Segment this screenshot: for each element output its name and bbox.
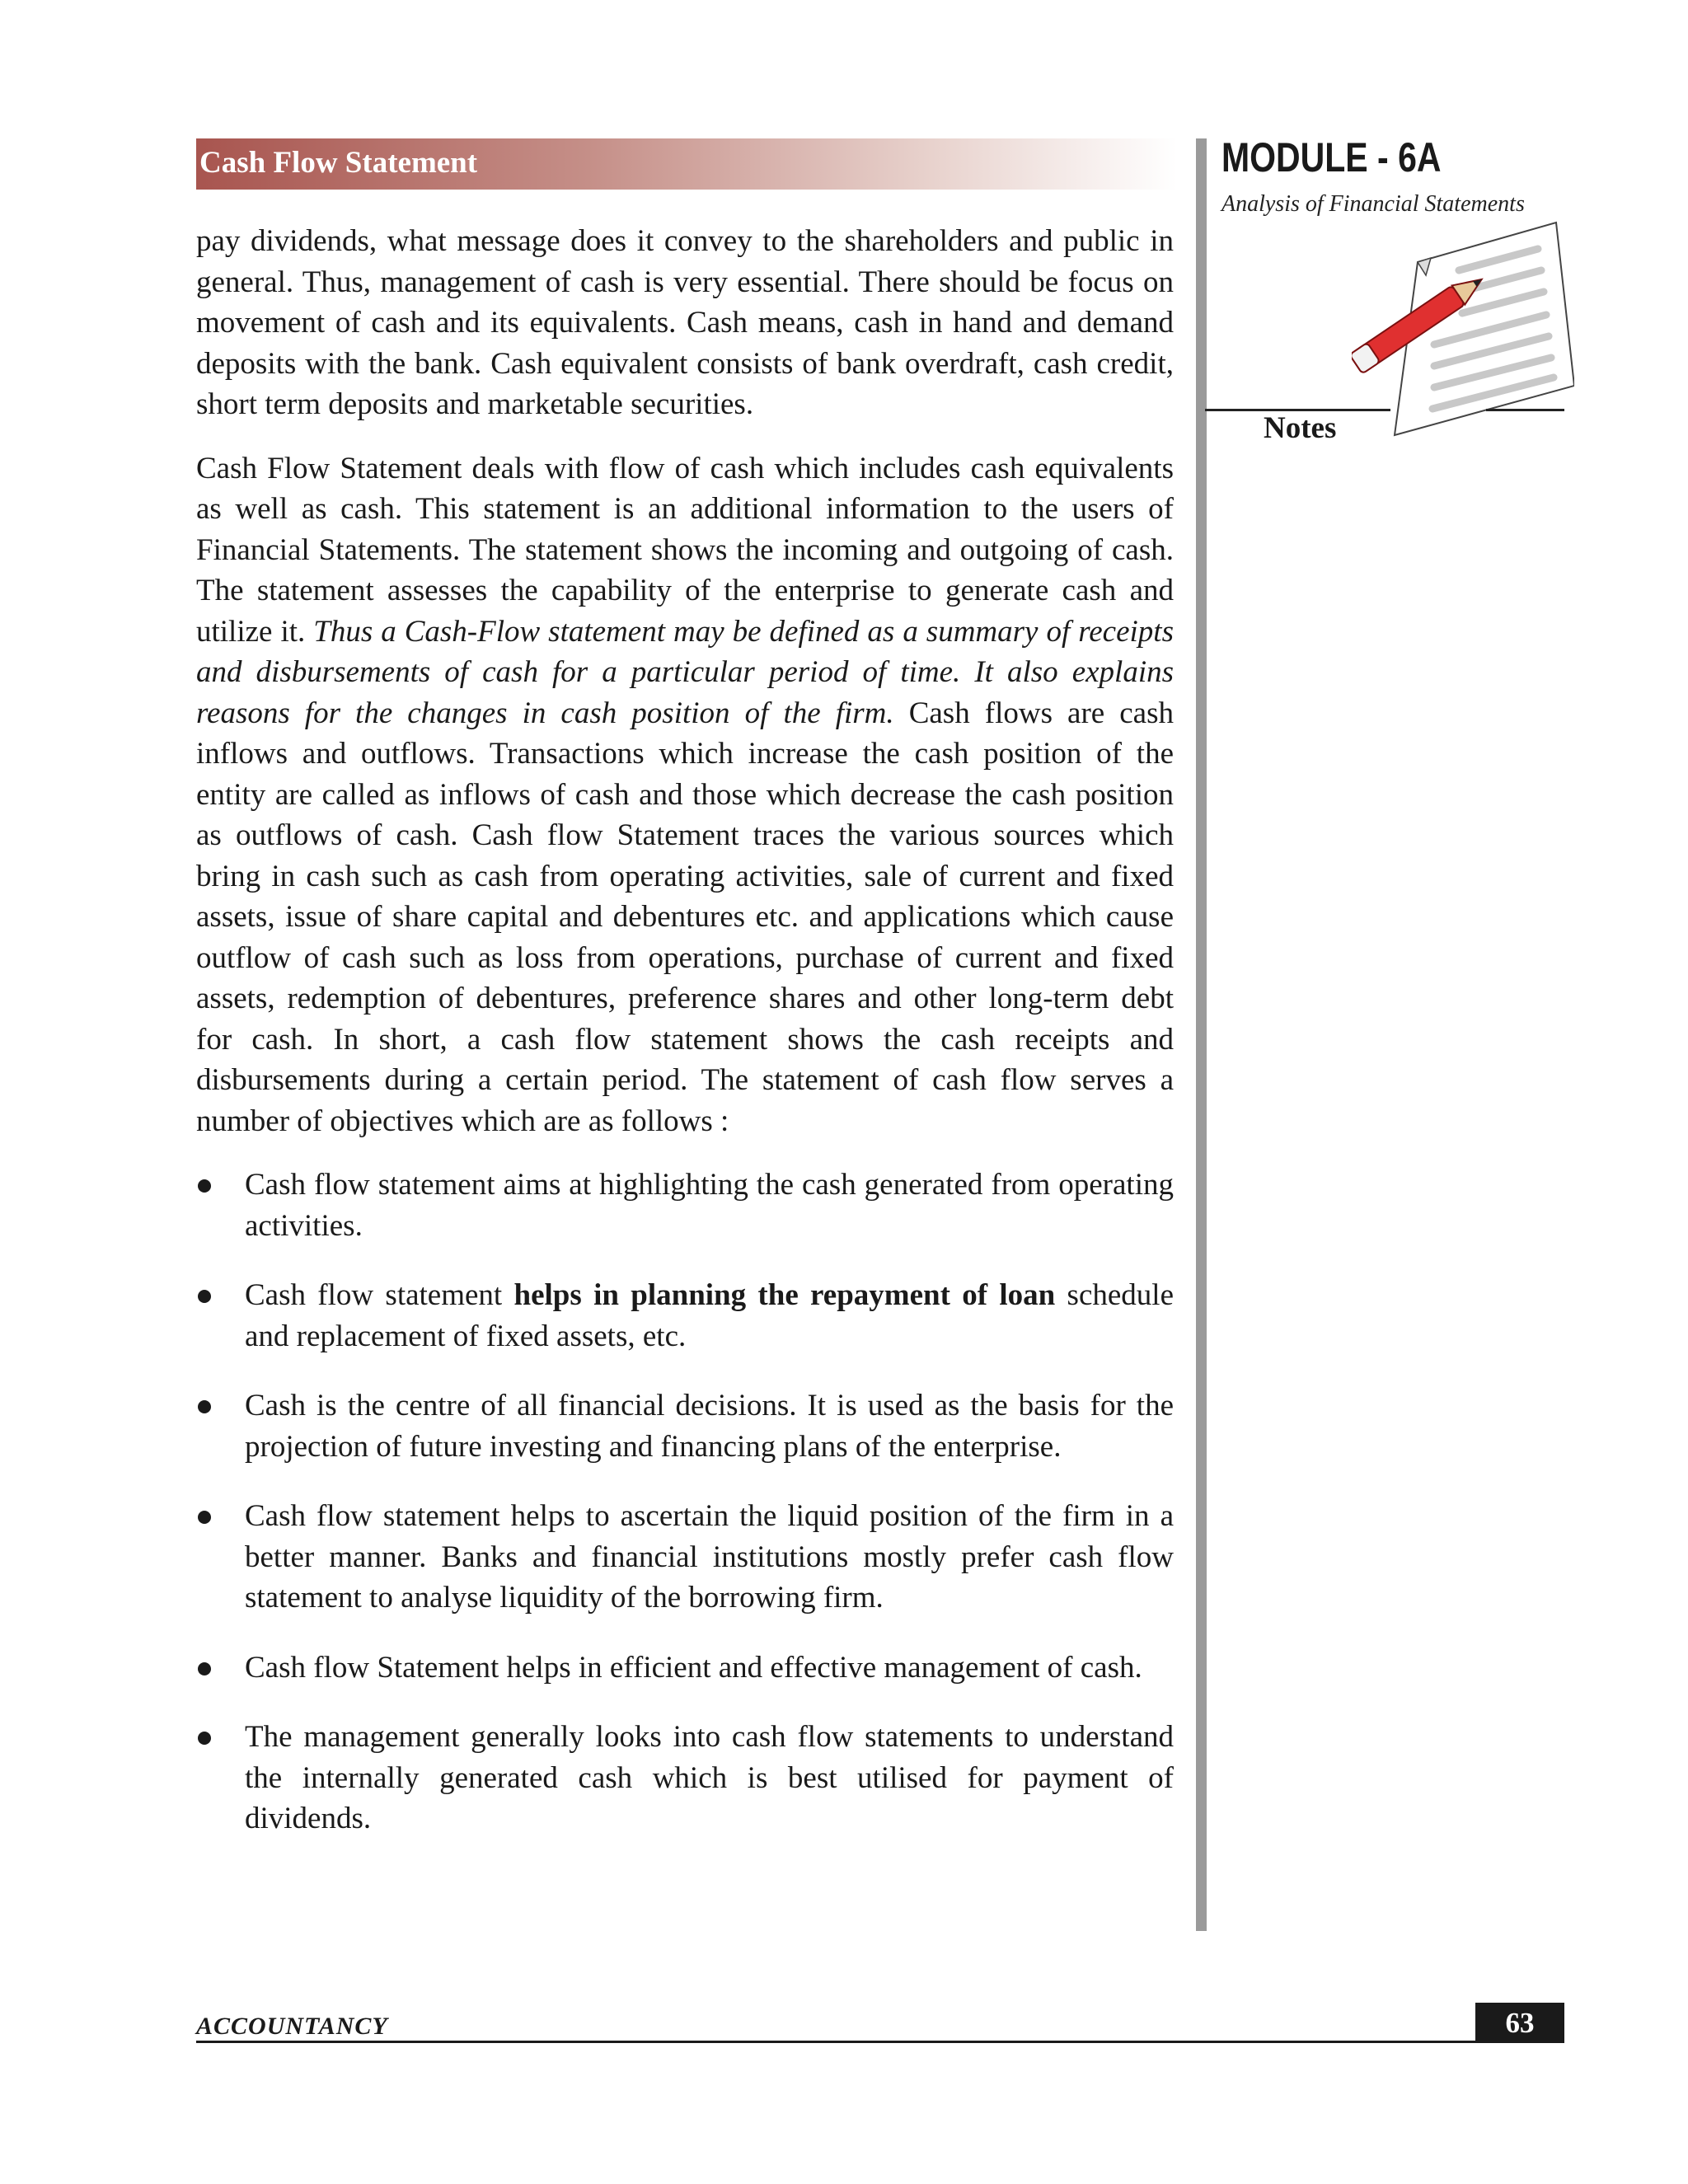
list-item-text: Cash flow statement aims at highlighting the cash generated from operating activities. xyxy=(245,1168,1174,1243)
module-title: MODULE - 6A xyxy=(1221,134,1442,180)
section-title: Cash Flow Statement xyxy=(199,146,478,180)
footer-subject: ACCOUNTANCY xyxy=(196,2013,388,2040)
module-subtitle: Analysis of Financial Statements xyxy=(1221,191,1525,217)
list-item xyxy=(196,1717,1174,1840)
bullet-icon xyxy=(198,1400,211,1413)
bullet-icon xyxy=(198,1662,211,1675)
list-item xyxy=(196,1385,1174,1467)
list-item-text: Cash is the centre of all financial decisions. It is used as the basis for the projection of future investing and financing plans of the enterprise. xyxy=(245,1389,1174,1464)
bullet-icon xyxy=(198,1290,211,1303)
page-number: 63 xyxy=(1475,2003,1564,2043)
paragraph-definition xyxy=(196,448,1174,1142)
list-item xyxy=(196,1647,1174,1689)
list-item-text: The management generally looks into cash flow statements to understand the internally generated cash which is best utilised for payment of dividends. xyxy=(245,1720,1174,1835)
paragraph-intro: pay dividends, what message does it convey to the shareholders and public in general. Thus, management of cash is very essential. There should be focus on movement of cash and its equivalents. Cash means, cash in hand and demand deposits with the bank. Cash equivalent consists of bank overdraft, cash credit, short term deposits and marketable securities. xyxy=(196,224,1174,421)
section-header-band xyxy=(196,138,1177,190)
notes-label: Notes xyxy=(1264,411,1337,445)
definition-italic: Thus a Cash-Flow statement may be defined as a summary of receipts and disbursements of cash for a particular period of time. It also explains reasons for the changes in cash position of the firm. xyxy=(196,614,1174,730)
paragraph-definition-start: Cash Flow Statement deals with flow of cash which includes cash equivalents as well as cash. This statement is an additional information to the users of Financial Statements. The statement shows the incoming and outgoing of cash. The statement assesses the capability of the enterprise to generate cash and utilize it. xyxy=(196,451,1174,649)
bullet-icon xyxy=(198,1511,211,1524)
bullet-icon xyxy=(198,1732,211,1745)
list-item-bold: helps in planning the repayment of loan xyxy=(513,1278,1056,1312)
list-item-text: Cash flow Statement helps in efficient and effective management of cash. xyxy=(245,1650,1142,1685)
footer-rule xyxy=(196,2041,1564,2043)
list-item xyxy=(196,1275,1174,1357)
list-item-text: Cash flow statement helps to ascertain the liquid position of the firm in a better manner. Banks and financial institutions mostly prefer cash flow statement to analyse liquidity of the borrowing firm. xyxy=(245,1499,1174,1615)
margin-divider xyxy=(1196,138,1207,1931)
list-item xyxy=(196,1496,1174,1619)
list-item-text-end: schedule and replacement of fixed assets, etc. xyxy=(245,1278,1175,1353)
bullet-icon xyxy=(198,1179,211,1193)
main-content xyxy=(196,221,1174,1868)
notes-rule-right xyxy=(1486,409,1564,411)
paragraph-definition-end: Cash flows are cash inflows and outflows. Transactions which increase the cash position of the entity are called as inflows of cash and those which decrease the cash position as outflows of cash. Cash flow Statement traces the various sources which bring in cash such as cash from operating activities, sale of current and fixed assets, issue of share capital and debentures etc. and applications which cause outflow of cash such as loss from operations, purchase of current and fixed assets, redemption of debentures, preference shares and other long-term debt for cash. In short, a cash flow statement shows the cash receipts and disbursements during a certain period. The statement of cash flow serves a number of objectives which are as follows : xyxy=(196,696,1174,1138)
list-item xyxy=(196,1165,1174,1246)
objectives-list xyxy=(196,1165,1174,1840)
list-item-text: Cash flow statement xyxy=(245,1278,514,1312)
